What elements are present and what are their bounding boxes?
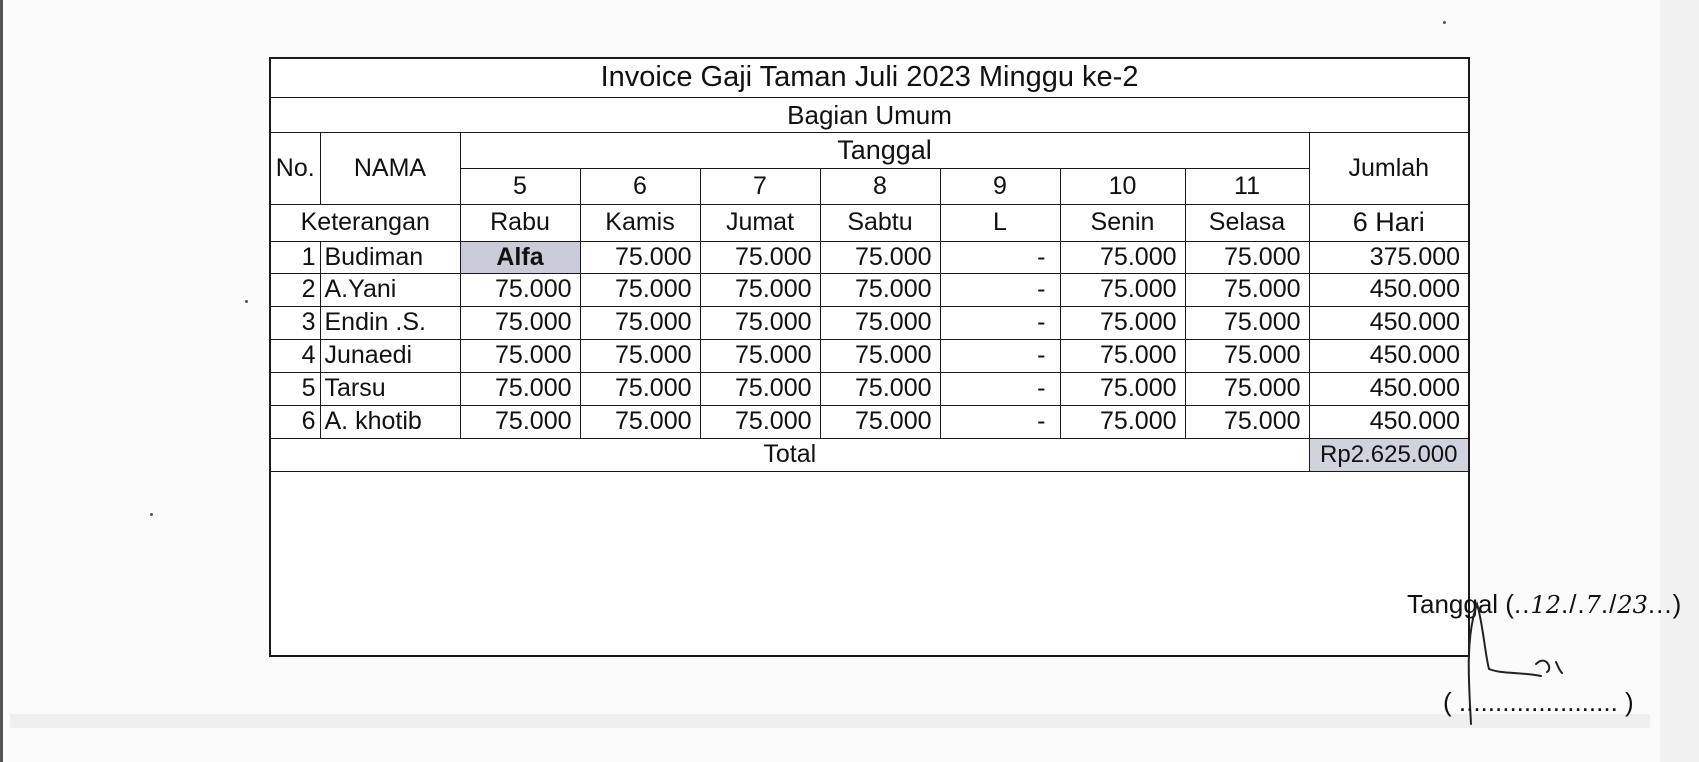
header-jumlah: Jumlah <box>1309 132 1468 204</box>
daily-wage: 75.000 <box>700 241 820 273</box>
daily-wage: 75.000 <box>820 241 940 273</box>
row-no: 5 <box>271 372 320 405</box>
header-tanggal: Tanggal <box>460 132 1309 168</box>
daily-wage: 75.000 <box>580 273 700 306</box>
daily-wage: 75.000 <box>580 405 700 438</box>
section-title: Bagian Umum <box>271 97 1468 132</box>
scan-speck <box>1443 21 1446 24</box>
row-no: 2 <box>271 273 320 306</box>
invoice-title: Invoice Gaji Taman Juli 2023 Minggu ke-2 <box>271 59 1468 97</box>
day-label: Kamis <box>580 204 700 241</box>
daily-wage: 75.000 <box>580 372 700 405</box>
row-jumlah: 450.000 <box>1309 372 1468 405</box>
day-label: Jumat <box>700 204 820 241</box>
table-row <box>271 372 1468 405</box>
daily-wage: 75.000 <box>460 372 580 405</box>
daily-wage: 75.000 <box>1185 405 1309 438</box>
row-jumlah: 450.000 <box>1309 339 1468 372</box>
daily-wage: 75.000 <box>1060 372 1185 405</box>
date-6: 6 <box>580 168 700 204</box>
day-label: Selasa <box>1185 204 1309 241</box>
scan-speck <box>150 513 153 516</box>
row-jumlah: 375.000 <box>1309 241 1468 273</box>
row-jumlah: 450.000 <box>1309 306 1468 339</box>
table-row <box>271 273 1468 306</box>
holiday-dash: - <box>940 273 1060 306</box>
table-row <box>271 306 1468 339</box>
date-7: 7 <box>700 168 820 204</box>
day-label: L <box>940 204 1060 241</box>
row-nama: Junaedi <box>320 339 460 372</box>
header-nama: NAMA <box>320 132 460 204</box>
scan-edge-left <box>0 0 3 762</box>
daily-wage: 75.000 <box>1185 306 1309 339</box>
daily-wage: 75.000 <box>1060 273 1185 306</box>
daily-wage: 75.000 <box>700 372 820 405</box>
row-nama: A.Yani <box>320 273 460 306</box>
row-no: 4 <box>271 339 320 372</box>
daily-wage: 75.000 <box>1185 339 1309 372</box>
row-no: 6 <box>271 405 320 438</box>
date-11: 11 <box>1185 168 1309 204</box>
table-row <box>271 241 1468 273</box>
jumlah-keterangan: 6 Hari <box>1309 204 1468 241</box>
daily-wage: 75.000 <box>580 339 700 372</box>
scan-shadow <box>10 714 1650 728</box>
date-10: 10 <box>1060 168 1185 204</box>
date-month: 7 <box>1585 591 1601 619</box>
signature-date: Tanggal (..12./.7./23...) <box>1407 589 1682 619</box>
daily-wage: 75.000 <box>1060 241 1185 273</box>
signature-line: ( ...................... ) <box>1443 687 1634 717</box>
absence-alfa: Alfa <box>460 241 580 273</box>
daily-wage: 75.000 <box>1185 273 1309 306</box>
holiday-dash: - <box>940 372 1060 405</box>
daily-wage: 75.000 <box>580 241 700 273</box>
row-nama: A. khotib <box>320 405 460 438</box>
daily-wage: 75.000 <box>460 405 580 438</box>
date-9: 9 <box>940 168 1060 204</box>
table-row <box>271 339 1468 372</box>
scan-speck <box>245 300 248 303</box>
daily-wage: 75.000 <box>700 273 820 306</box>
row-no: 1 <box>271 241 320 273</box>
daily-wage: 75.000 <box>700 339 820 372</box>
scan-edge-right <box>1660 0 1699 762</box>
row-nama: Endin .S. <box>320 306 460 339</box>
daily-wage: 75.000 <box>1060 339 1185 372</box>
invoice-sheet <box>269 57 1682 717</box>
row-nama: Budiman <box>320 241 460 273</box>
daily-wage: 75.000 <box>820 405 940 438</box>
daily-wage: 75.000 <box>1185 372 1309 405</box>
date-year: 23 <box>1617 591 1648 619</box>
total-row <box>271 438 1468 471</box>
keterangan-label: Keterangan <box>271 204 460 241</box>
daily-wage: 75.000 <box>820 273 940 306</box>
row-no: 3 <box>271 306 320 339</box>
day-label: Rabu <box>460 204 580 241</box>
total-value: Rp2.625.000 <box>1309 438 1468 471</box>
row-jumlah: 450.000 <box>1309 405 1468 438</box>
daily-wage: 75.000 <box>460 273 580 306</box>
daily-wage: 75.000 <box>820 306 940 339</box>
holiday-dash: - <box>940 306 1060 339</box>
daily-wage: 75.000 <box>700 405 820 438</box>
date-day: 12 <box>1530 591 1561 619</box>
row-jumlah: 450.000 <box>1309 273 1468 306</box>
daily-wage: 75.000 <box>460 306 580 339</box>
daily-wage: 75.000 <box>1060 405 1185 438</box>
row-nama: Tarsu <box>320 372 460 405</box>
daily-wage: 75.000 <box>700 306 820 339</box>
day-label: Senin <box>1060 204 1185 241</box>
day-label: Sabtu <box>820 204 940 241</box>
daily-wage: 75.000 <box>580 306 700 339</box>
daily-wage: 75.000 <box>820 372 940 405</box>
invoice-table <box>271 59 1468 472</box>
holiday-dash: - <box>940 405 1060 438</box>
daily-wage: 75.000 <box>460 339 580 372</box>
holiday-dash: - <box>940 339 1060 372</box>
daily-wage: 75.000 <box>1060 306 1185 339</box>
table-row <box>271 405 1468 438</box>
header-no: No. <box>271 132 320 204</box>
date-5: 5 <box>460 168 580 204</box>
holiday-dash: - <box>940 241 1060 273</box>
date-8: 8 <box>820 168 940 204</box>
total-label: Total <box>271 438 1309 471</box>
daily-wage: 75.000 <box>820 339 940 372</box>
daily-wage: 75.000 <box>1185 241 1309 273</box>
signature-date-label: Tanggal <box>1407 589 1499 619</box>
